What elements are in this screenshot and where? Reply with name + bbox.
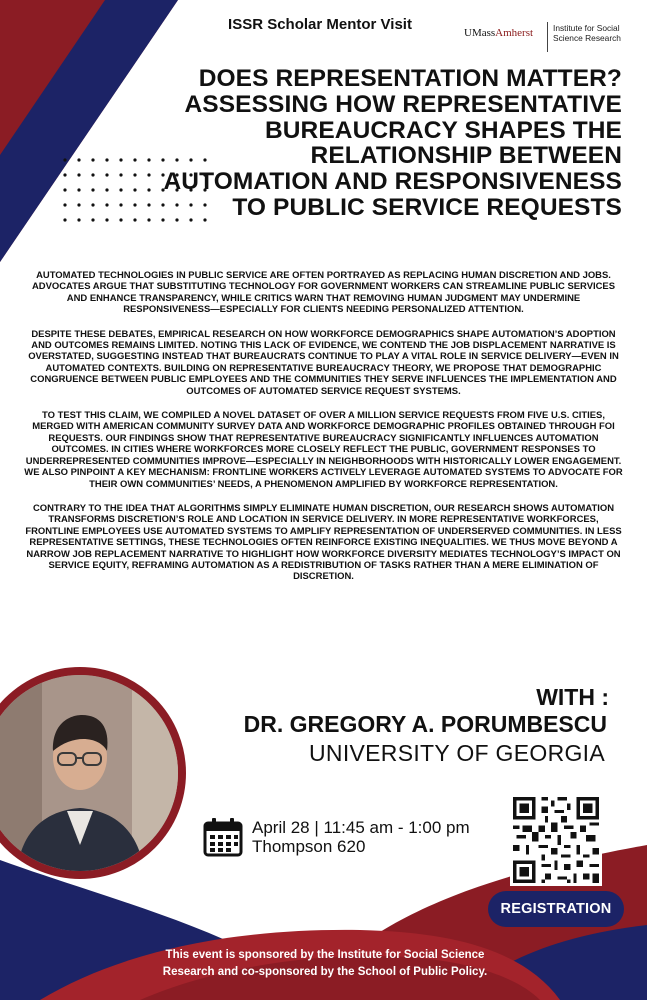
registration-qr-code[interactable]	[510, 794, 602, 886]
sponsor-note	[100, 947, 550, 981]
with-label: WITH :	[536, 684, 609, 710]
speaker-name: DR. GREGORY A. PORUMBESCU	[243, 711, 607, 737]
speaker-portrait-image	[0, 675, 178, 871]
logo-divider	[547, 22, 548, 52]
event-date-time: April 28 | 11:45 am - 1:00 pm	[252, 818, 470, 837]
umass-issr-logo	[464, 22, 634, 54]
event-location: Thompson 620	[252, 837, 366, 856]
registration-button[interactable]: REGISTRATION	[488, 891, 624, 927]
sponsor-line: This event is sponsored by the Institute for Social Science	[165, 949, 485, 961]
abstract-paragraph: TO TEST THIS CLAIM, WE COMPILED A NOVEL DATASET OF OVER A MILLION SERVICE REQUESTS FROM FIVE U.S. CITIES, MERGED WITH AMERICAN COMMUNITY SURVEY DATA AND WORKFORCE DEMOGRAPHIC PROFILES OBTAINED THROUGH FOI REQUESTS. OUR FINDINGS SHOW THAT REPRESENTATIVE BUREAUCRACY SIGNIFICANTLY INFLUENCES AUTOMATION OUTCOMES. IN CITIES WHERE WORKFORCES MORE CLOSELY REFLECT THE PUBLIC, GOVERNMENT RESPONSES TO UNDERREPRESENTED COMMUNITIES IMPROVE—ESPECIALLY IN NEIGHBORHOODS WITH HISTORICALLY LOWER ENGAGEMENT. WE ALSO PINPOINT A KEY MECHANISM: FRONTLINE WORKERS ACTIVELY LEVERAGE AUTOMATED SYSTEMS TO ADVOCATE FOR THEIR OWN COMMUNITIES’ NEEDS, A PHENOMENON AMPLIFIED BY WORKFORCE REPRESENTATION.	[24, 410, 623, 490]
institute-name: Institute for Social Science Research	[553, 23, 621, 43]
abstract-paragraph: CONTRARY TO THE IDEA THAT ALGORITHMS SIMPLY ELIMINATE HUMAN DISCRETION, OUR RESEARCH SHOWS AUTOMATION TRANSFORMS DISCRETION’S ROLE AND LOCATION IN SERVICE DELIVERY. IN MORE REPRESENTATIVE WORKFORCES, FRONTLINE EMPLOYEES USE AUTOMATED SYSTEMS TO AMPLIFY REPRESENTATION OF UNDERSERVED COMMUNITIES. IN LESS REPRESENTATIVE SETTINGS, THESE TECHNOLOGIES OFTEN REINFORCE EXISTING INEQUALITIES. WE THUS MOVE BEYOND A NARROW JOB REPLACEMENT NARRATIVE TO HIGHLIGHT HOW WORKFORCE DIVERSITY MEDIATES TECHNOLOGY’S IMPACT ON SERVICE EQUITY, REFRAMING AUTOMATION AS A REDISTRIBUTION OF TASKS RATHER THAN A MERE ELIMINATION OF DISCRETION.	[25, 502, 622, 583]
talk-title: DOES REPRESENTATION MATTER? ASSESSING HOW REPRESENTATIVE BUREAUCRACY SHAPES THE RELATIONSHIP BETWEEN AUTOMATION AND RESPONSIVENESS TO PUBLIC SERVICE REQUESTS	[163, 65, 622, 221]
calendar-icon	[203, 817, 243, 857]
abstract-paragraph: DESPITE THESE DEBATES, EMPIRICAL RESEARCH ON HOW WORKFORCE DEMOGRAPHICS SHAPE AUTOMATION’S ADOPTION AND OUTCOMES REMAINS LIMITED. NOTING THIS LACK OF EVIDENCE, WE CONTEND THE JOB DISPLACEMENT NARRATIVE IS OVERSTATED, SUGGESTING INSTEAD THAT BUREAUCRATS CONTINUE TO PLAY A VITAL ROLE IN SERVICE DELIVERY—EVEN IN AUTOMATED CONTEXTS. BUILDING ON REPRESENTATIVE BUREAUCRACY THEORY, WE PROPOSE THAT DEMOGRAPHIC CONGRUENCE BETWEEN PUBLIC EMPLOYEES AND THE COMMUNITIES THEY SERVE INFLUENCES THE IMPLEMENTATION AND OUTCOMES OF AUTOMATED SERVICE REQUEST SYSTEMS.	[28, 328, 619, 397]
umass-wordmark: UMassAmherst	[464, 27, 534, 39]
event-label: ISSR Scholar Mentor Visit	[228, 16, 412, 33]
speaker-affiliation: UNIVERSITY OF GEORGIA	[309, 740, 605, 766]
abstract	[22, 270, 625, 596]
abstract-paragraph: AUTOMATED TECHNOLOGIES IN PUBLIC SERVICE ARE OFTEN PORTRAYED AS REPLACING HUMAN DISCRETION AND JOBS. ADVOCATES ARGUE THAT SUBSTITUTING TECHNOLOGY FOR GOVERNMENT WORKERS CAN STREAMLINE PUBLIC SERVICES AND ENHANCE TRANSPARENCY, WHILE CRITICS WARN THAT REMOVING HUMAN JUDGMENT MAY UNDERMINE RESPONSIVENESS—ESPECIALLY FOR CLIENTS NEEDING PERSONALIZED ATTENTION.	[31, 270, 616, 316]
sponsor-line: Research and co-sponsored by the School of Public Policy.	[162, 966, 488, 978]
